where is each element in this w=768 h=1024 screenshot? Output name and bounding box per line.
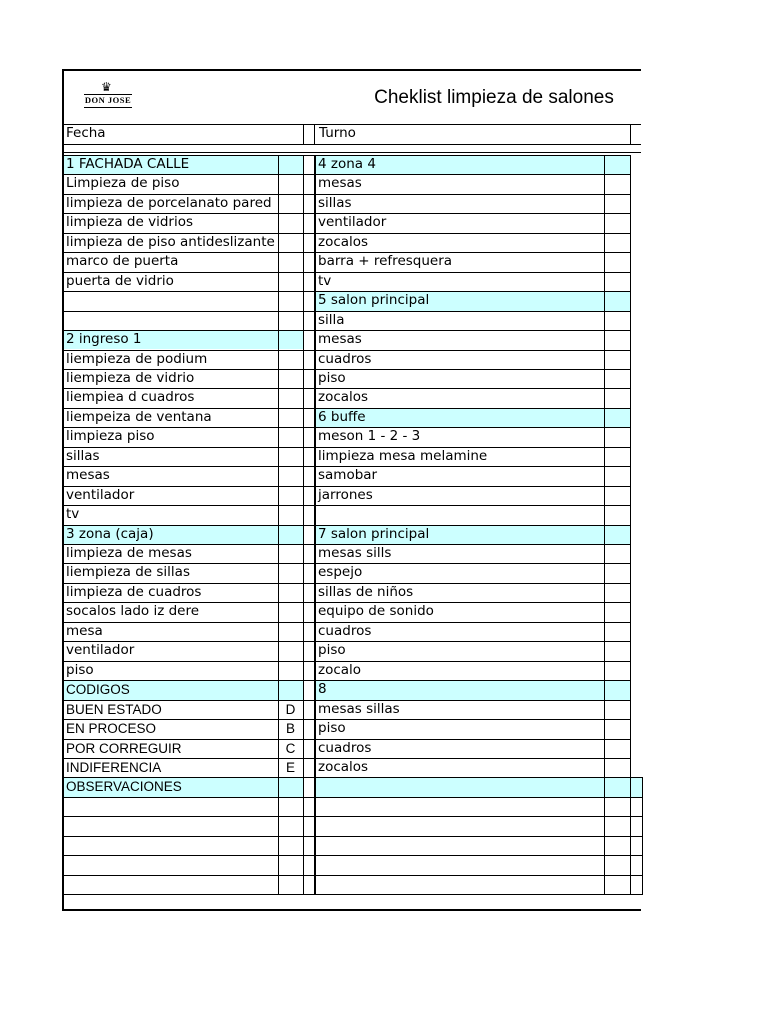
- checklist-item: [64, 875, 278, 894]
- checklist-item: piso: [318, 369, 346, 386]
- checklist-item: meson 1 - 2 - 3: [318, 428, 421, 445]
- checklist-item: puerta de vidrio: [66, 272, 174, 289]
- logo-divider: [84, 107, 132, 108]
- grid-line: [64, 797, 643, 798]
- grid-line: [64, 758, 631, 759]
- checklist-item: silla: [318, 311, 345, 328]
- checklist-item: limpieza mesa melamine: [318, 447, 488, 464]
- grid-line: [64, 272, 631, 273]
- checklist-item: sillas: [318, 194, 352, 211]
- don-jose-logo: [78, 81, 138, 117]
- checklist-item: INDIFERENCIA: [66, 759, 162, 775]
- checklist-item: mesas: [318, 175, 362, 192]
- grid-line: [64, 408, 631, 409]
- fecha-label: Fecha: [66, 125, 106, 141]
- left-check-col: [278, 155, 279, 894]
- grid-line: [64, 563, 631, 564]
- code-letter: E: [285, 759, 295, 775]
- checklist-item: jarrones: [318, 486, 373, 503]
- section-header: 4 zona 4: [316, 155, 631, 174]
- checklist-item: [316, 836, 604, 855]
- section-header: 2 ingreso 1: [64, 330, 303, 349]
- grid-line: [64, 144, 641, 145]
- checklist-item: limpieza de cuadros: [66, 583, 202, 600]
- grid-line: [64, 680, 631, 681]
- grid-line: [64, 291, 631, 292]
- grid-line: [64, 194, 631, 195]
- checklist-item: [316, 505, 604, 524]
- left-check-col: [303, 155, 304, 894]
- checklist-item: EN PROCESO: [66, 721, 157, 737]
- grid-line: [64, 155, 631, 156]
- checklist-item: cuadros: [318, 350, 372, 367]
- checklist-item: mesas sills: [318, 545, 392, 561]
- checklist-item: [64, 291, 278, 310]
- grid-line: [64, 544, 631, 545]
- grid-line: [64, 583, 631, 584]
- checklist-sheet: [62, 69, 641, 911]
- checklist-item: cuadros: [318, 739, 372, 756]
- checklist-item: mesa: [66, 622, 103, 639]
- checklist-item: [64, 855, 278, 874]
- checklist-item: POR CORREGUIR: [66, 740, 182, 756]
- checklist-item: ventilador: [66, 642, 135, 659]
- grid-line: [64, 602, 631, 603]
- grid-line: [64, 174, 631, 175]
- section-header: 1 FACHADA CALLE: [64, 155, 303, 174]
- section-header: CODIGOS: [64, 680, 303, 699]
- checklist-item: cuadros: [318, 622, 372, 639]
- grid-line: [64, 505, 631, 506]
- right-border: [642, 777, 643, 894]
- grid-line: [64, 152, 641, 153]
- code-letter: D: [285, 701, 296, 717]
- grid-line: [64, 311, 631, 312]
- checklist-item: Limpieza de piso: [66, 175, 180, 192]
- section-header: 8: [316, 680, 631, 699]
- grid-line: [64, 466, 631, 467]
- checklist-item: [316, 875, 604, 894]
- checklist-item: tv: [318, 272, 332, 289]
- grid-line: [64, 427, 631, 428]
- checklist-item: zocalo: [318, 661, 362, 678]
- checklist-item: sillas: [66, 447, 100, 464]
- grid-line: [64, 777, 643, 778]
- grid-line: [64, 894, 643, 895]
- section-header: 7 salon principal: [316, 525, 631, 544]
- checklist-item: samobar: [318, 467, 378, 484]
- section-header: 5 salon principal: [316, 291, 631, 310]
- checklist-item: espejo: [318, 564, 363, 581]
- checklist-item: [64, 836, 278, 855]
- grid-line: [64, 252, 631, 253]
- checklist-item: zocalos: [318, 758, 369, 775]
- grid-line: [64, 641, 631, 642]
- grid-line: [64, 622, 631, 623]
- grid-line: [314, 124, 315, 144]
- checklist-item: piso: [66, 661, 94, 678]
- checklist-item: piso: [318, 642, 346, 659]
- grid-line: [64, 700, 631, 701]
- turno-label: Turno: [319, 125, 356, 141]
- grid-line: [64, 816, 643, 817]
- checklist-item: limpieza de mesas: [66, 545, 192, 561]
- code-letter: B: [285, 721, 295, 737]
- checklist-item: zocalos: [318, 233, 369, 250]
- grid-line: [64, 369, 631, 370]
- checklist-item: ventilador: [66, 486, 135, 503]
- checklist-item: liempiea d cuadros: [66, 389, 195, 406]
- grid-line: [630, 124, 631, 144]
- grid-line: [64, 836, 643, 837]
- checklist-item: [316, 816, 604, 835]
- grid-line: [64, 388, 631, 389]
- section-header: 6 buffe: [316, 408, 631, 427]
- checklist-item: zocalos: [318, 389, 369, 406]
- grid-line: [64, 447, 631, 448]
- right-check-col: [630, 155, 631, 894]
- column-separator: [315, 155, 316, 894]
- checklist-item: liempeiza de ventana: [66, 408, 212, 425]
- checklist-item: [316, 797, 604, 816]
- grid-line: [64, 486, 631, 487]
- grid-line: [64, 875, 643, 876]
- checklist-item: limpieza piso: [66, 428, 155, 445]
- page-title: Cheklist limpieza de salones: [374, 87, 614, 108]
- checklist-item: mesas: [66, 467, 110, 484]
- checklist-item: BUEN ESTADO: [66, 701, 162, 717]
- grid-line: [64, 855, 643, 856]
- grid-line: [64, 525, 631, 526]
- checklist-item: piso: [318, 720, 346, 737]
- grid-line: [64, 661, 631, 662]
- logo-text: DON JOSE: [84, 95, 132, 105]
- grid-line: [64, 719, 631, 720]
- checklist-item: liempieza de podium: [66, 350, 208, 367]
- checklist-item: mesas sillas: [318, 700, 400, 717]
- checklist-item: [316, 855, 604, 874]
- checklist-item: sillas de niños: [318, 583, 414, 600]
- checklist-item: mesas: [318, 331, 362, 348]
- section-header: 3 zona (caja): [64, 525, 303, 544]
- checklist-item: equipo de sonido: [318, 603, 434, 620]
- checklist-item: barra + refresquera: [318, 253, 453, 270]
- checklist-item: limpieza de piso antideslizante: [66, 233, 275, 250]
- grid-line: [64, 213, 631, 214]
- right-check-col: [604, 155, 605, 894]
- grid-line: [64, 233, 631, 234]
- crown-icon: ♛: [101, 80, 112, 94]
- checklist-item: socalos lado iz dere: [66, 603, 200, 620]
- grid-line: [64, 739, 631, 740]
- code-letter: C: [285, 740, 296, 756]
- checklist-item: limpieza de porcelanato pared: [66, 194, 272, 211]
- checklist-item: limpieza de vidrios: [66, 214, 193, 231]
- grid-line: [303, 124, 304, 144]
- checklist-item: marco de puerta: [66, 253, 179, 270]
- section-header: OBSERVACIONES: [64, 777, 303, 796]
- checklist-item: [64, 311, 278, 330]
- checklist-item: ventilador: [318, 214, 387, 231]
- grid-line: [64, 330, 631, 331]
- checklist-item: liempieza de vidrio: [66, 369, 195, 386]
- checklist-item: [64, 797, 278, 816]
- section-header: [316, 777, 643, 796]
- checklist-item: liempieza de sillas: [66, 564, 190, 581]
- checklist-item: [64, 816, 278, 835]
- checklist-item: tv: [66, 506, 80, 523]
- grid-line: [64, 350, 631, 351]
